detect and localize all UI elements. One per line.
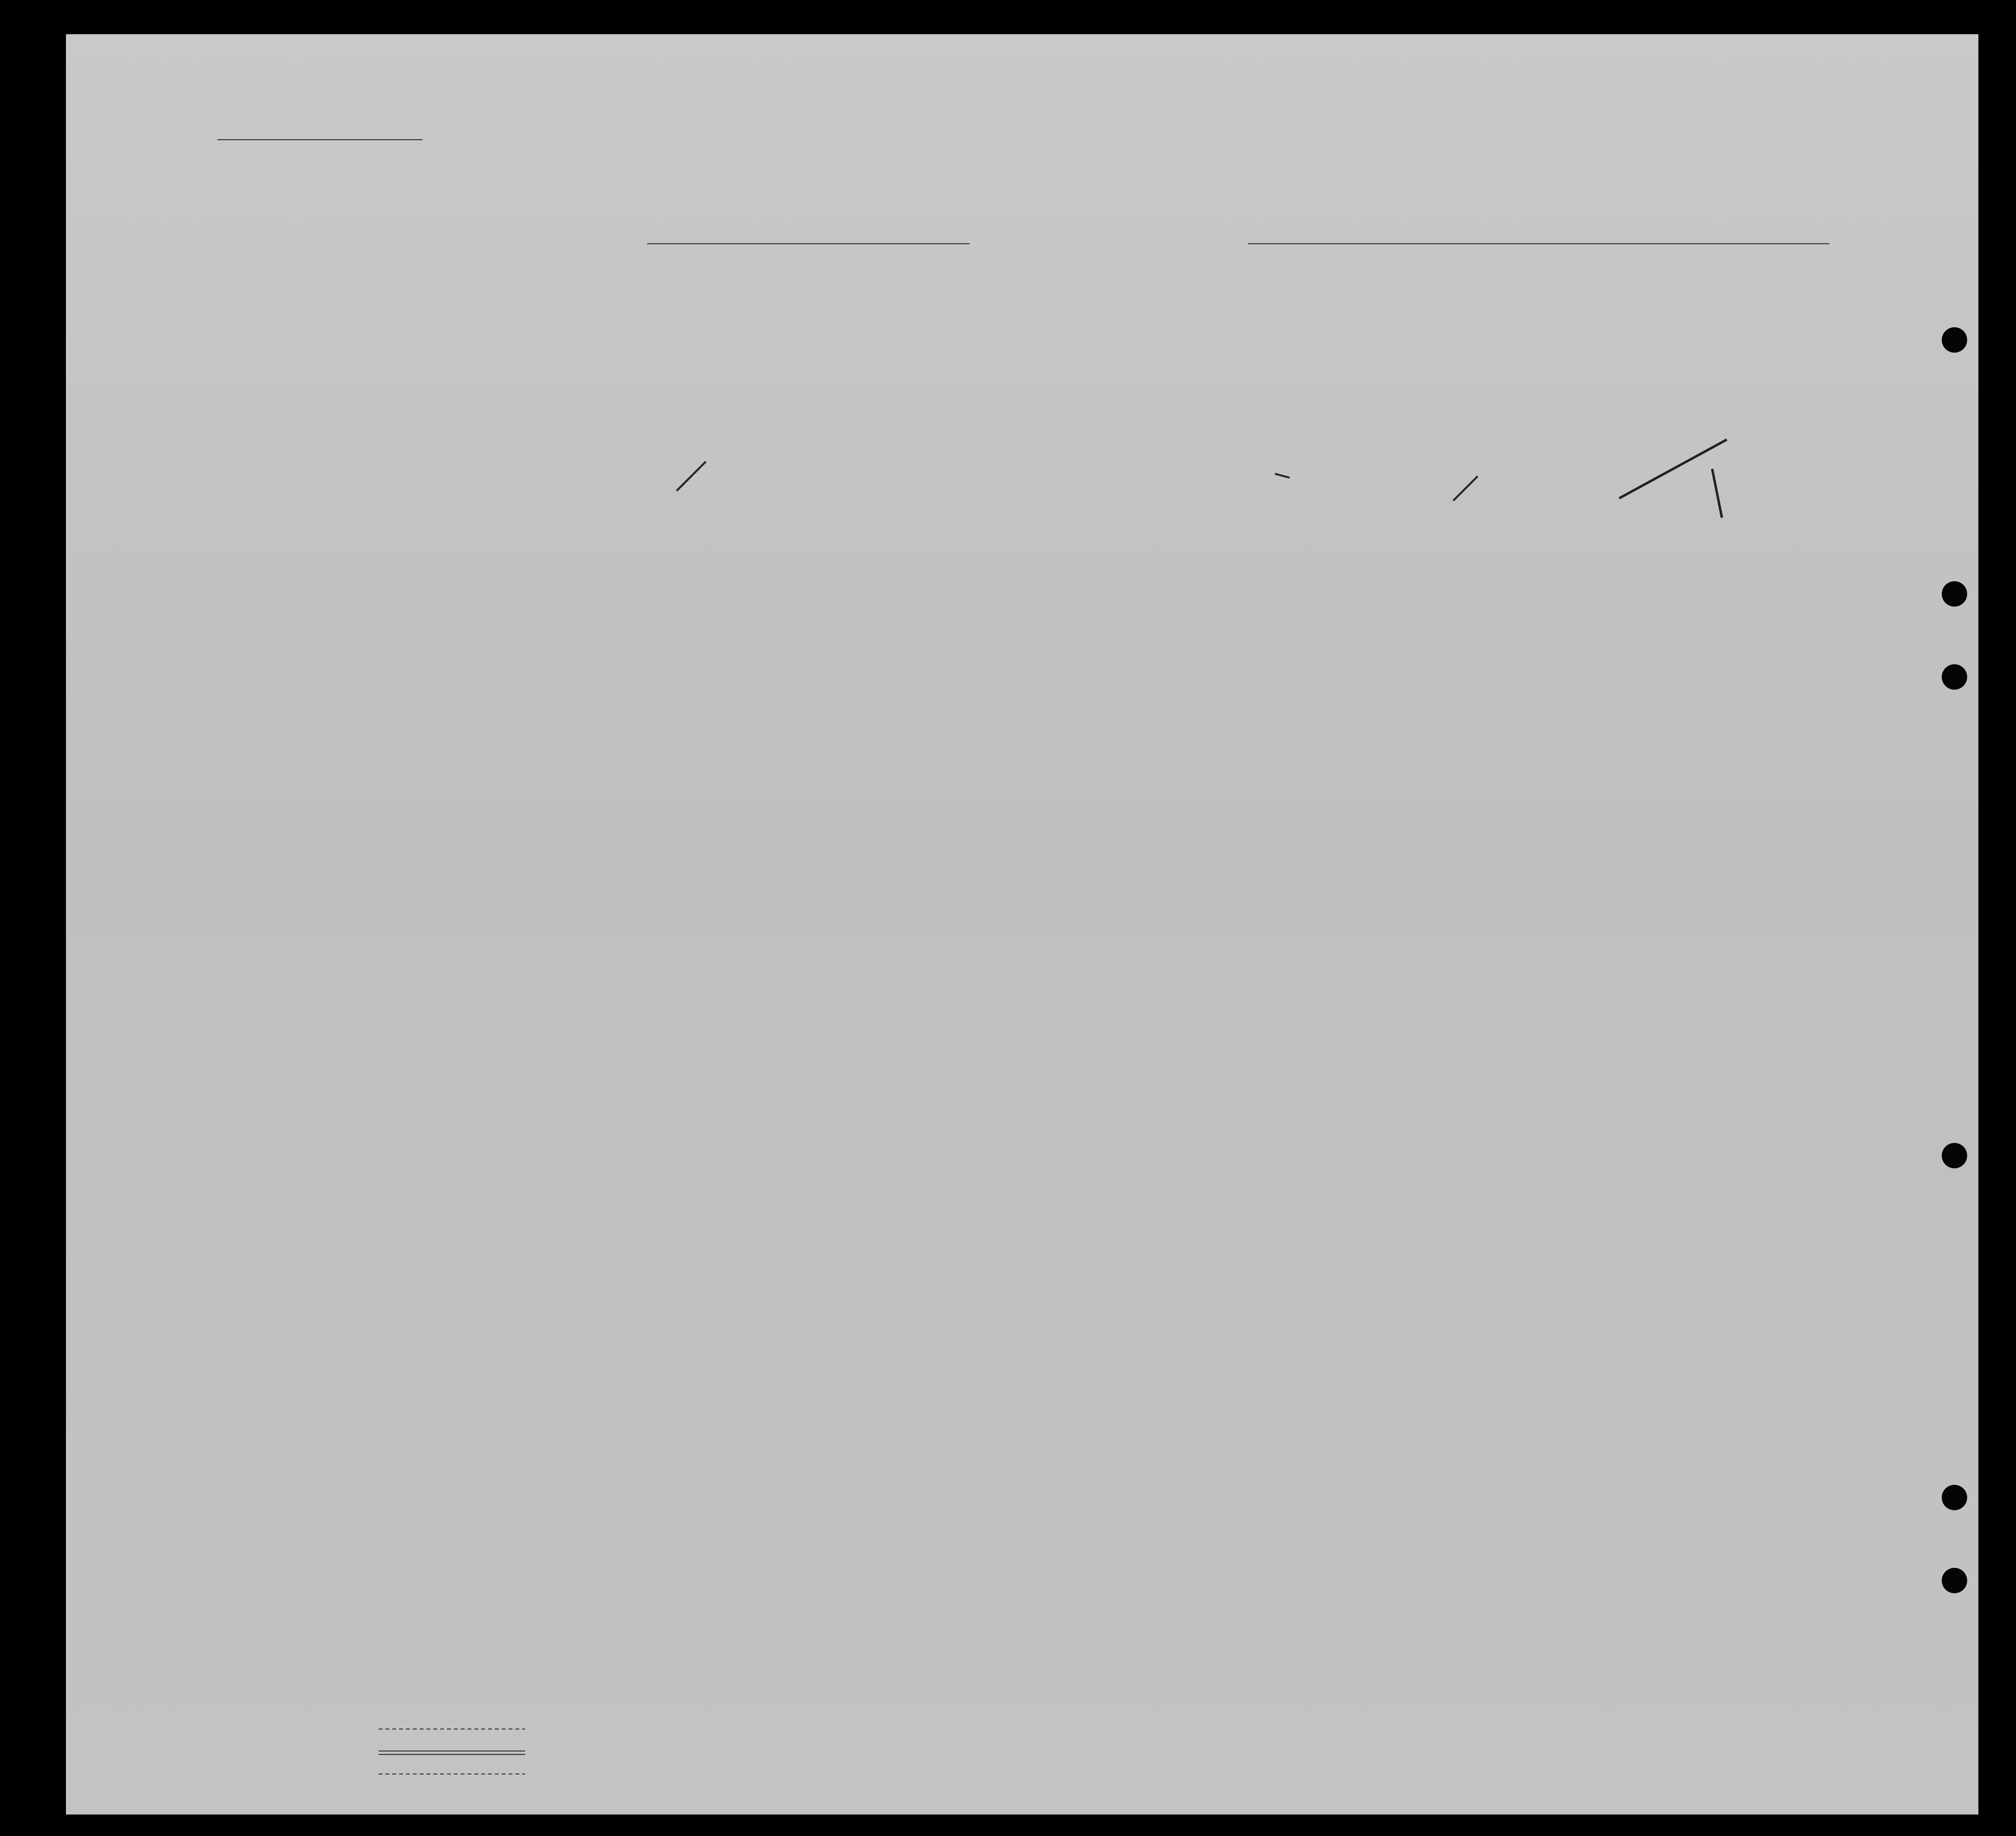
binder-hole [1942,581,1967,607]
binder-hole [1942,664,1967,690]
binder-hole [1942,1143,1967,1168]
manifest-page [66,34,1978,1815]
binder-hole [1942,1485,1967,1510]
binder-hole [1942,1568,1967,1593]
footer-total-lines [66,34,1978,1815]
binder-hole [1942,327,1967,353]
